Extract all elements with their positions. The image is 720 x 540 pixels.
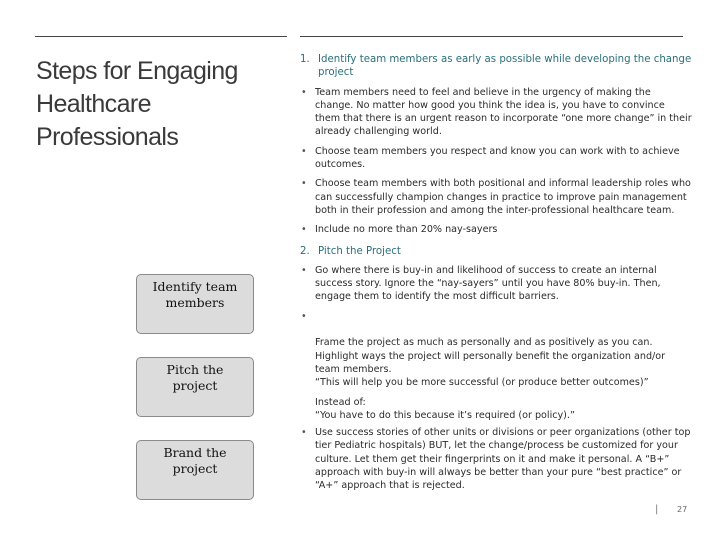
list-item-text: Go where there is buy-in and likelihood of success to create an internal success story. Ignore the “nay-sayers” until you have 80% buy-in. Then, engage them to identify the most difficult barriers. [315, 264, 661, 303]
step-box-identify [136, 274, 254, 334]
list-item-text: Use success stories of other units or divisions or peer organizations (other top tier Pediatric hospitals) BUT, let the change/process be customized for your culture. Let them get their fingerprints on it and make it personal. A “B+” approach with buy-in will always be better than your pure “best practice” or “A+” approach that is rejected. [315, 427, 691, 492]
list-item-text: Frame the project as much as personally and as positively as you can. Highlight ways the project will personally benefit the organization and/or team members. “This will help you be more successful (or produce better outcomes)” [315, 337, 666, 389]
bullet-icon: • [301, 310, 307, 322]
section-heading [300, 245, 692, 258]
list-item [300, 177, 692, 217]
list-item [300, 86, 692, 139]
bullet-icon: • [301, 264, 307, 276]
step-label: Pitch the project [166, 362, 224, 393]
list-item [300, 310, 692, 390]
section-number: 1. [300, 54, 310, 65]
page-number: 27 [677, 505, 688, 514]
content-column [300, 53, 692, 493]
bullet-icon: • [301, 145, 307, 157]
slide-title: Steps for Engaging Healthcare Professionals [36, 57, 238, 151]
section-number: 2. [300, 245, 310, 257]
list-item-text: Team members need to feel and believe in the urgency of making the change. No matter how good you think the idea is, you have to convince them that there is an urgent reason to incorporate “one more change” in their already challenging world. [315, 86, 692, 138]
step-label: Brand the project [163, 445, 227, 476]
list-item-text: Include no more than 20% nay-sayers [315, 224, 498, 236]
list-item [300, 426, 692, 492]
step-label: Identify team members [152, 279, 238, 310]
list-item [300, 223, 692, 236]
bullet-icon: • [301, 178, 307, 190]
section-heading [300, 53, 692, 80]
section-heading-text: Pitch the Project [318, 245, 401, 257]
step-box-brand [136, 440, 254, 500]
section-heading-text: Identify team members as early as possible while developing the change project [318, 54, 692, 79]
list-item-text: Choose team members you respect and know you can work with to achieve outcomes. [315, 145, 680, 171]
instead-of-note: Instead of: “You have to do this because it’s required (or policy).” [315, 396, 575, 421]
footer-separator: | [655, 504, 659, 515]
bullet-icon: • [301, 86, 307, 98]
step-box-pitch [136, 357, 254, 417]
bullet-icon: • [301, 427, 307, 439]
list-item [300, 264, 692, 304]
list-item-text: Choose team members with both positional and informal leadership roles who can successfully champion changes in practice to improve pain management both in their profession and among the inter-professional healthcare team. [315, 178, 691, 216]
title-rule-right [300, 36, 683, 37]
list-item [300, 145, 692, 172]
title-rule-left [35, 36, 287, 37]
bullet-icon: • [301, 224, 307, 236]
